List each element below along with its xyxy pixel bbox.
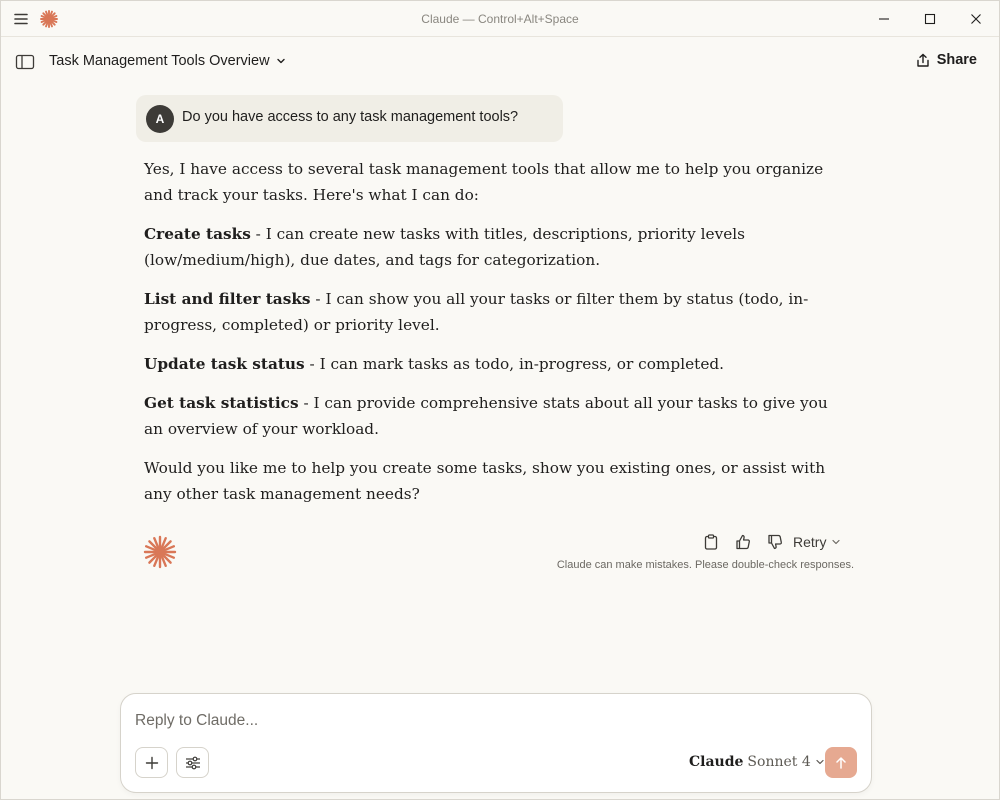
response-actions: [695, 531, 841, 553]
maximize-icon: [924, 13, 936, 25]
response-item: [144, 221, 834, 273]
sliders-icon: [185, 756, 201, 770]
minimize-button[interactable]: [861, 1, 907, 37]
response-item-text: - I can mark tasks as todo, in-progress, or completed.: [304, 355, 725, 373]
plus-icon: [145, 756, 159, 770]
maximize-button[interactable]: [907, 1, 953, 37]
conversation-title: Task Management Tools Overview: [49, 53, 270, 69]
response-item-title: Update task status: [144, 355, 305, 373]
user-message-text: Do you have access to any task management tools?: [182, 109, 519, 125]
response-item-text: - I can provide comprehensive stats about all your tasks to give you an overview of your workload.: [144, 394, 828, 438]
copy-button[interactable]: [695, 531, 727, 553]
chevron-down-icon: [815, 757, 825, 767]
response-item-title: Get task statistics: [144, 394, 299, 412]
model-name: Claude: [689, 754, 744, 770]
message-composer: [120, 693, 872, 793]
send-button[interactable]: [825, 747, 857, 778]
arrow-up-icon: [834, 756, 848, 770]
minimize-icon: [878, 13, 890, 25]
model-version: Sonnet 4: [747, 754, 811, 770]
title-bar: [1, 1, 999, 37]
response-item-text: - I can create new tasks with titles, descriptions, priority levels (low/medium/high), due dates, and tags for categorization.: [144, 225, 746, 269]
close-icon: [970, 13, 982, 25]
response-item: [144, 351, 834, 377]
thumbs-up-button[interactable]: [727, 531, 759, 553]
retry-button[interactable]: [793, 534, 841, 550]
user-message: [136, 95, 563, 142]
response-item: [144, 390, 834, 442]
response-closing: Would you like me to help you create some tasks, show you existing ones, or assist with any other task management needs?: [144, 459, 826, 503]
thumbs-down-icon: [767, 534, 783, 550]
response-item-title: List and filter tasks: [144, 290, 311, 308]
response-item-title: Create tasks: [144, 225, 251, 243]
tools-settings-button[interactable]: [176, 747, 209, 778]
model-selector[interactable]: [689, 754, 825, 770]
thumbs-up-icon: [735, 534, 751, 550]
share-label: Share: [936, 52, 977, 68]
claude-starburst-icon: [39, 9, 59, 29]
assistant-response: [144, 156, 834, 520]
response-item: [144, 286, 834, 338]
thumbs-down-button[interactable]: [759, 531, 791, 553]
share-icon: [916, 53, 930, 68]
share-button[interactable]: [916, 52, 977, 68]
reply-input[interactable]: [135, 710, 835, 732]
chevron-down-icon: [276, 56, 286, 66]
response-item-text: - I can show you all your tasks or filter them by status (todo, in-progress, completed) or priority level.: [144, 290, 809, 334]
window-title: Claude — Control+Alt+Space: [421, 12, 579, 26]
add-attachment-button[interactable]: [135, 747, 168, 778]
conversation-header: [1, 38, 999, 86]
close-button[interactable]: [953, 1, 999, 37]
clipboard-icon: [704, 534, 718, 550]
response-intro: Yes, I have access to several task management tools that allow me to help you organize and track your tasks. Here's what I can do:: [144, 160, 824, 204]
chevron-down-icon: [831, 537, 841, 547]
hamburger-menu-icon[interactable]: [13, 11, 29, 27]
claude-starburst-icon: [143, 535, 177, 569]
sidebar-toggle-icon[interactable]: [15, 54, 35, 70]
retry-label: Retry: [793, 534, 827, 550]
disclaimer-text: Claude can make mistakes. Please double-check responses.: [556, 559, 854, 571]
avatar: A: [146, 105, 174, 133]
conversation-title-dropdown[interactable]: [49, 53, 286, 69]
